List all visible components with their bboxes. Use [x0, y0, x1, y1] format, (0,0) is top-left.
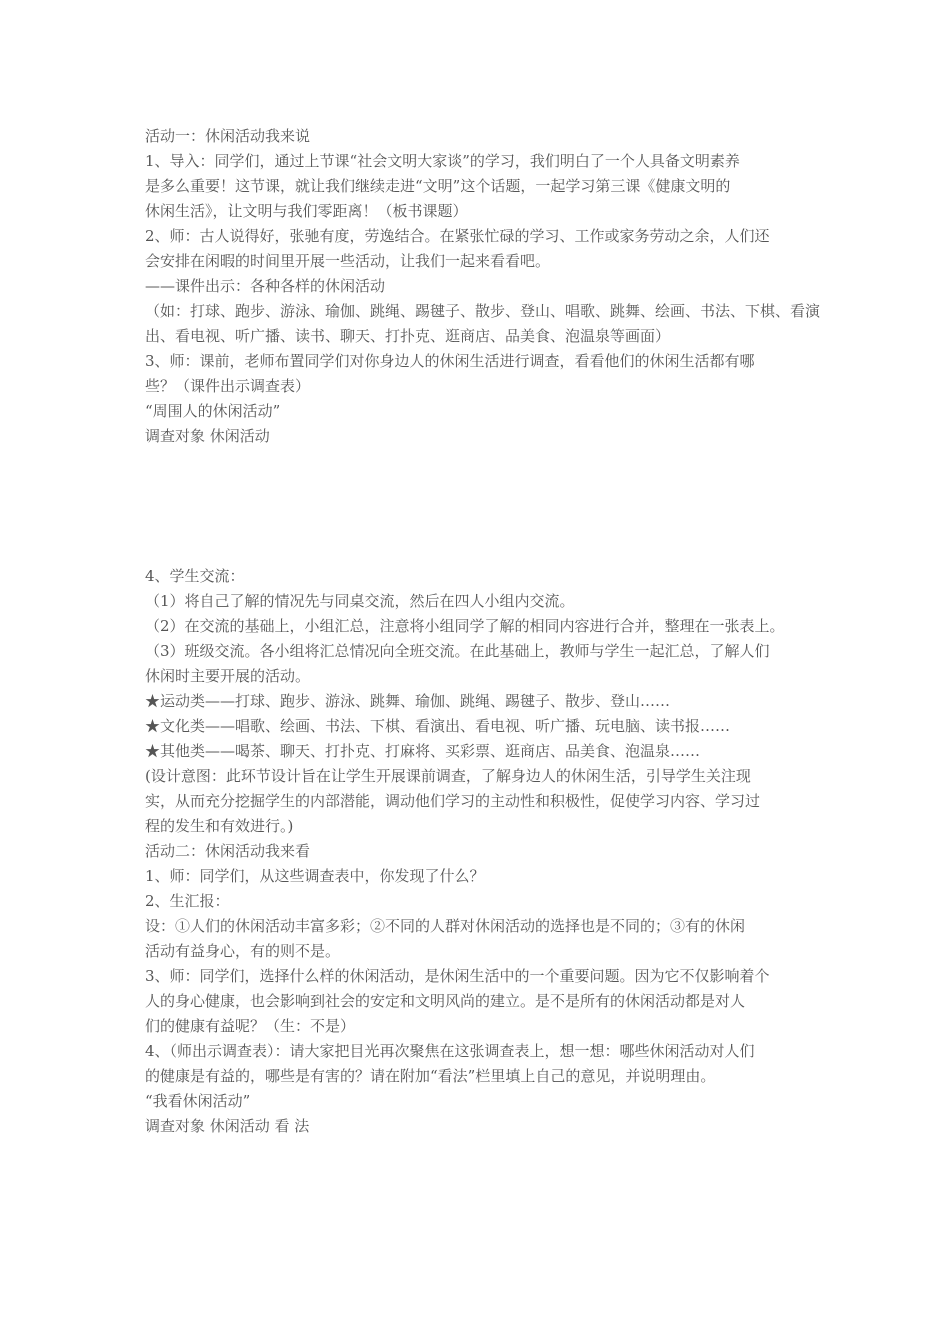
- paragraph-line: 出、看电视、听广播、读书、聊天、打扑克、逛商店、品美食、泡温泉等画面）: [145, 327, 671, 345]
- survey-title: “周围人的休闲活动”: [145, 402, 281, 420]
- paragraph-line: （1）将自己了解的情况先与同桌交流，然后在四人小组内交流。: [145, 592, 575, 610]
- survey-title: “我看休闲活动”: [145, 1092, 251, 1110]
- paragraph-line: 4、（师出示调查表）：请大家把目光再次聚焦在这张调查表上，想一想：哪些休闲活动对人们: [145, 1042, 755, 1060]
- paragraph-line: 的健康是有益的，哪些是有害的？请在附加“看法”栏里填上自己的意见，并说明理由。: [145, 1067, 716, 1085]
- paragraph-line: 们的健康有益呢？（生：不是）: [145, 1017, 356, 1035]
- paragraph-line: 会安排在闲暇的时间里开展一些活动，让我们一起来看看吧。: [145, 252, 551, 270]
- survey-table-header: 调查对象 休闲活动: [145, 427, 270, 445]
- paragraph-line: 2、师：古人说得好，张驰有度，劳逸结合。在紧张忙碌的学习、工作或家务劳动之余，人们还: [145, 227, 770, 245]
- paragraph-line: 人的身心健康，也会影响到社会的安定和文明风尚的建立。是不是所有的休闲活动都是对人: [145, 992, 746, 1010]
- paragraph-line: 2、生汇报：: [145, 892, 230, 910]
- survey-table-header: 调查对象 休闲活动 看 法: [145, 1117, 310, 1135]
- activity-two-heading: 活动二：休闲活动我来看: [145, 842, 311, 860]
- paragraph-line: （3）班级交流。各小组将汇总情况向全班交流。在此基础上，教师与学生一起汇总，了解人们: [145, 642, 770, 660]
- paragraph-line: (设计意图：此环节设计旨在让学生开展课前调查，了解身边人的休闲生活，引导学生关注现: [145, 767, 751, 785]
- paragraph-line: （如：打球、跑步、游泳、瑜伽、跳绳、踢毽子、散步、登山、唱歌、跳舞、绘画、书法、下棋、看演: [145, 302, 821, 320]
- paragraph-line: 程的发生和有效进行。): [145, 817, 294, 835]
- paragraph-line: 1、导入：同学们，通过上节课“社会文明大家谈”的学习，我们明白了一个人具备文明素养: [145, 152, 740, 170]
- paragraph-line: 些？（课件出示调查表）: [145, 377, 311, 395]
- activity-category-line: ★文化类——唱歌、绘画、书法、下棋、看演出、看电视、听广播、玩电脑、读书报……: [145, 717, 731, 735]
- activity-one-heading: 活动一：休闲活动我来说: [145, 127, 311, 145]
- activity-category-line: ★其他类——喝茶、聊天、打扑克、打麻将、买彩票、逛商店、品美食、泡温泉……: [145, 742, 701, 760]
- paragraph-line: 休闲时主要开展的活动。: [145, 667, 311, 685]
- paragraph-line: 3、师：课前，老师布置同学们对你身边人的休闲生活进行调查，看看他们的休闲生活都有哪: [145, 352, 755, 370]
- paragraph-line: ——课件出示：各种各样的休闲活动: [145, 277, 386, 295]
- paragraph-line: 休闲生活》，让文明与我们零距离！（板书课题）: [145, 202, 468, 220]
- paragraph-line: 是多么重要！这节课，就让我们继续走进“文明”这个话题，一起学习第三课《健康文明的: [145, 177, 731, 195]
- paragraph-line: 1、师：同学们，从这些调查表中，你发现了什么？: [145, 867, 485, 885]
- paragraph-line: 4、学生交流：: [145, 567, 245, 585]
- paragraph-line: （2）在交流的基础上，小组汇总，注意将小组同学了解的相同内容进行合并，整理在一张表上。: [145, 617, 785, 635]
- blank-survey-area: [145, 449, 825, 564]
- paragraph-line: 活动有益身心，有的则不是。: [145, 942, 341, 960]
- paragraph-line: 3、师：同学们，选择什么样的休闲活动，是休闲生活中的一个重要问题。因为它不仅影响着个: [145, 967, 770, 985]
- paragraph-line: 设：①人们的休闲活动丰富多彩；②不同的人群对休闲活动的选择也是不同的；③有的休闲: [145, 917, 746, 935]
- activity-category-line: ★运动类——打球、跑步、游泳、跳舞、瑜伽、跳绳、踢毽子、散步、登山……: [145, 692, 671, 710]
- paragraph-line: 实，从而充分挖掘学生的内部潜能，调动他们学习的主动性和积极性，促使学习内容、学习过: [145, 792, 761, 810]
- document-page: [145, 124, 825, 1139]
